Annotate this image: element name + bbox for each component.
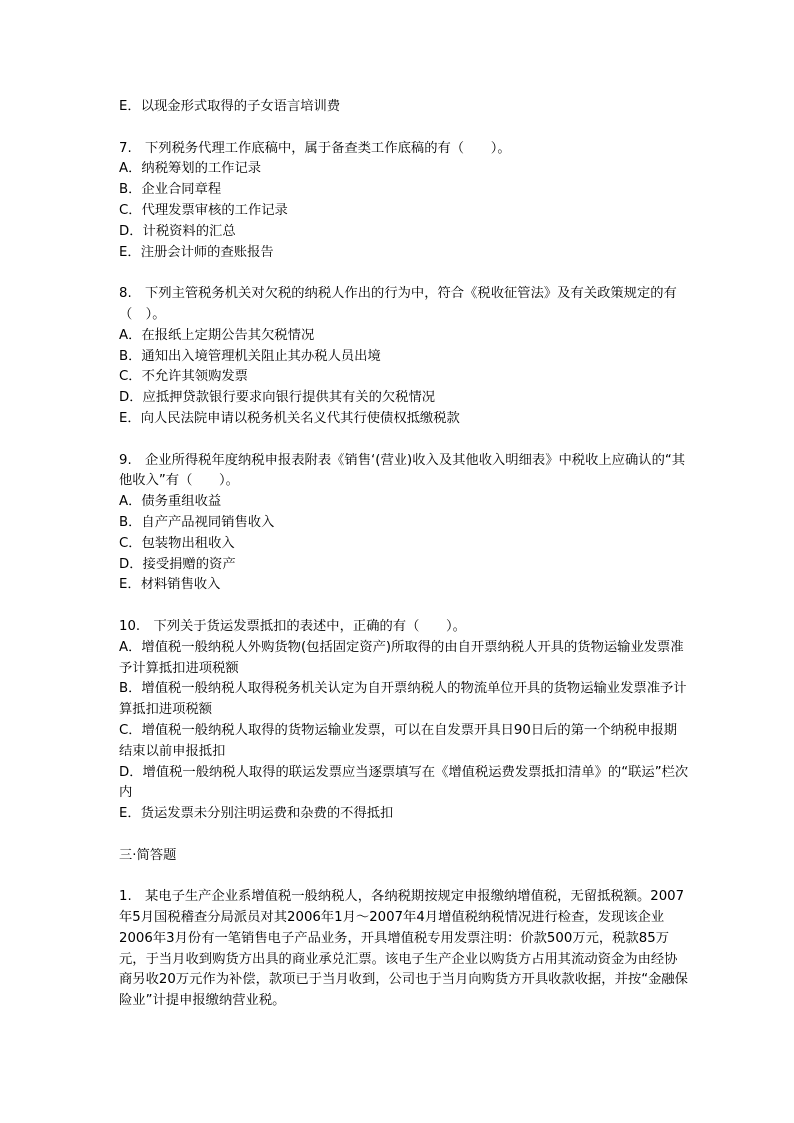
question-stem: 10. 下列关于货运发票抵扣的表述中，正确的有（ ）。 xyxy=(119,618,466,634)
option-b: B．自产产品视同销售收入 xyxy=(119,514,275,530)
option-a: A．债务重组收益 xyxy=(119,494,222,510)
question-10 xyxy=(119,617,689,825)
document-body xyxy=(119,97,689,1012)
option-a: A．增值税一般纳税人外购货物(包括固定资产)所取得的由自开票纳税人开具的货物运输业发票准予计算抵扣进项税额 xyxy=(119,639,684,676)
option-a: A．在报纸上定期公告其欠税情况 xyxy=(119,327,315,343)
option-d: D．增值税一般纳税人取得的联运发票应当逐票填写在《增值税运费发票抵扣清单》的“联运”栏次内 xyxy=(119,764,689,801)
option-e: E．注册会计师的查账报告 xyxy=(119,244,274,260)
question-9 xyxy=(119,451,689,597)
option-c: C．增值税一般纳税人取得的货物运输业发票，可以在自发票开具日90日后的第一个纳税申报期结束以前申报抵扣 xyxy=(119,722,678,759)
option-d: D．应抵押贷款银行要求向银行提供其有关的欠税情况 xyxy=(119,390,436,406)
question-8 xyxy=(119,284,689,430)
case-paragraph: 1. 某电子生产企业系增值税一般纳税人，各纳税期按规定申报缴纳增值税，无留抵税额。2007年5月国税稽查分局派员对其2006年1月～2007年4月增值税纳税情况进行检查，发现该企业2006年3月份有一笔销售电子产品业务，开具增值税专用发票注明：价款500万元，税款85万元，于当月收到购货方出具的商业承兑汇票。该电子生产企业以购货方占用其流动资金为由经协商另收20万元作为补偿，款项已于当月收到，公司也于当月向购货方开具收款收据，并按“金融保险业”计提申报缴纳营业税。 xyxy=(119,889,688,1009)
option-e: E．材料销售收入 xyxy=(119,577,221,593)
option-b: B．增值税一般纳税人取得税务机关认定为自开票纳税人的物流单位开具的货物运输业发票准予计算抵扣进项税额 xyxy=(119,681,687,718)
option-b: B．通知出入境管理机关阻止其办税人员出境 xyxy=(119,348,381,364)
option-e: E．向人民法院申请以税务机关名义代其行使债权抵缴税款 xyxy=(119,410,460,426)
option-e: E．货运发票未分别注明运费和杂费的不得抵扣 xyxy=(119,806,394,822)
option-c: C．不允许其领购发票 xyxy=(119,369,248,385)
option-c: C．包装物出租收入 xyxy=(119,535,235,551)
question-stem: 7. 下列税务代理工作底稿中，属于备查类工作底稿的有（ ）。 xyxy=(119,140,511,156)
section-title: 三·简答题 xyxy=(119,847,177,863)
option-b: B．企业合同章程 xyxy=(119,182,222,198)
question-7 xyxy=(119,139,689,264)
question-stem: 8. 下列主管税务机关对欠税的纳税人作出的行为中，符合《税收征管法》及有关政策规定的有（ ）。 xyxy=(119,286,677,322)
intro-option: E．以现金形式取得的子女语言培训费 xyxy=(119,99,341,114)
option-c: C．代理发票审核的工作记录 xyxy=(119,202,288,218)
option-d: D．接受捐赠的资产 xyxy=(119,556,236,572)
option-d: D．计税资料的汇总 xyxy=(119,223,236,239)
option-a: A．纳税筹划的工作记录 xyxy=(119,161,262,177)
question-stem: 9. 企业所得税年度纳税申报表附表《销售‘(营业)收入及其他收入明细表》中税收上应确认的“其他收入”有（ ）。 xyxy=(119,452,686,489)
